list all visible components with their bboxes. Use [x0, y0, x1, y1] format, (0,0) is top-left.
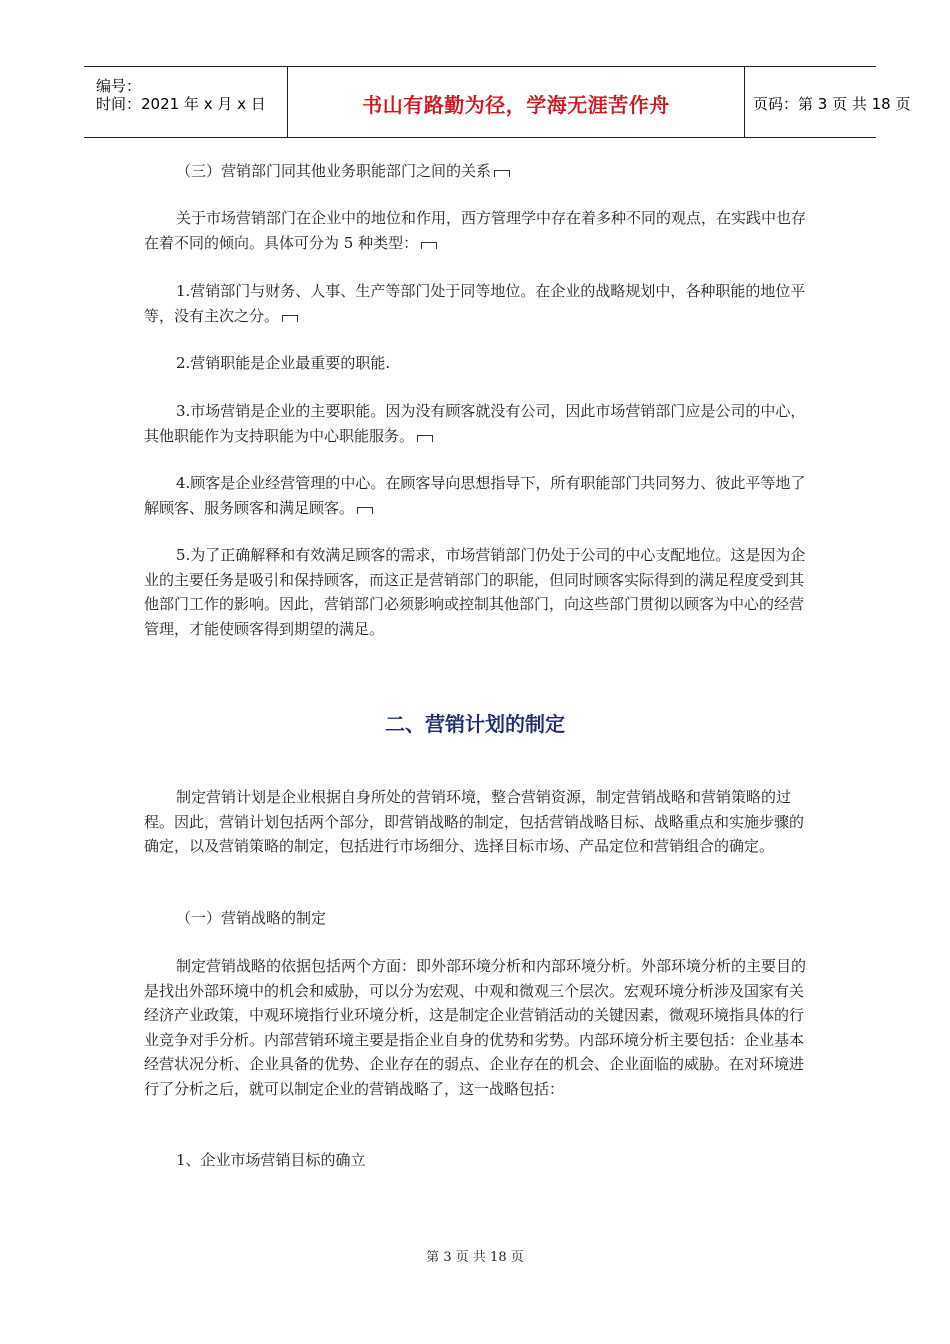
- paragraph-subheading-1: （一）营销战略的制定: [176, 909, 327, 927]
- header-motto: 书山有路勤为径，学海无涯苦作舟: [362, 93, 670, 117]
- paragraph-subheading-3: （三）营销部门同其他业务职能部门之间的关系: [144, 159, 816, 184]
- paragraph-intro: 关于市场营销部门在企业中的地位和作用，西方管理学中存在着多种不同的观点，在实践中也存在着不同的倾向。具体可分为 5 种类型：: [144, 209, 807, 252]
- page-header: [84, 66, 911, 138]
- paragraph-plan-overview: 制定营销计划是企业根据自身所处的营销环境，整合营销资源，制定营销战略和营销策略的过程。因此，营销计划包括两个部分，即营销战略的制定，包括营销战略目标、战略重点和实施步骤的确定，以及营销策略的制定，包括进行市场细分、选择目标市场、产品定位和营销组合的确定。: [144, 788, 805, 855]
- section-title: 二、营销计划的制定: [385, 712, 565, 736]
- paragraph-type-5: 5.为了正确解释和有效满足顾客的需求，市场营销部门仍处于公司的中心支配地位。这是因为企业的主要任务是吸引和保持顾客，而这正是营销部门的职能，但同时顾客实际得到的满足程度受到其他部门工作的影响。因此，营销部门必须影响或控制其他部门，向这些部门贯彻以顾客为中心的经营管理，才能使顾客得到期望的满足。: [144, 546, 806, 638]
- paragraph-mark-icon: [282, 315, 298, 322]
- header-right-cell: [745, 67, 911, 137]
- header-left-cell: [84, 67, 288, 137]
- paragraph-strategy-basis: 制定营销战略的依据包括两个方面：即外部环境分析和内部环境分析。外部环境分析的主要目的是找出外部环境中的机会和威胁，可以分为宏观、中观和微观三个层次。宏观环境分析涉及国家有关经济产业政策，中观环境指行业环境分析，这是制定企业营销活动的关键因素，微观环境指具体的行业竞争对手分析。内部营销环境主要是指企业自身的优势和劣势。内部环境分析主要包括：企业基本经营状况分析、企业具备的优势、企业存在的弱点、企业存在的机会、企业面临的威胁。在对环境进行了分析之后，就可以制定企业的营销战略了，这一战略包括：: [144, 957, 807, 1098]
- paragraph-type-4: 4.顾客是企业经营管理的中心。在顾客导向思想指导下，所有职能部门共同努力、彼此平等地了解顾客、服务顾客和满足顾客。: [144, 474, 806, 517]
- header-center-cell: [288, 67, 745, 137]
- paragraph-mark-icon: [421, 242, 437, 249]
- paragraph-mark-icon: [357, 507, 373, 514]
- paragraph-type-2: 2.营销职能是企业最重要的职能.: [176, 354, 391, 372]
- paragraph-type-3: 3.市场营销是企业的主要职能。因为没有顾客就没有公司，因此市场营销部门应是公司的中心，其他职能作为支持职能为中心职能服务。: [144, 402, 806, 445]
- page-footer: 第 3 页 共 18 页: [426, 1250, 524, 1265]
- paragraph-type-1: 1.营销部门与财务、人事、生产等部门处于同等地位。在企业的战略规划中，各种职能的地位平等，没有主次之分。: [144, 282, 806, 325]
- time-label: 时间：2021 年 x 月 x 日: [96, 95, 266, 113]
- header-page-info: 页码：第 3 页 共 18 页: [753, 95, 911, 113]
- paragraph-mark-icon: [417, 435, 433, 442]
- paragraph-item-1: 1、企业市场营销目标的确立: [176, 1151, 366, 1169]
- paragraph-mark-icon: [494, 170, 510, 177]
- doc-number-label: 编号：: [96, 77, 142, 95]
